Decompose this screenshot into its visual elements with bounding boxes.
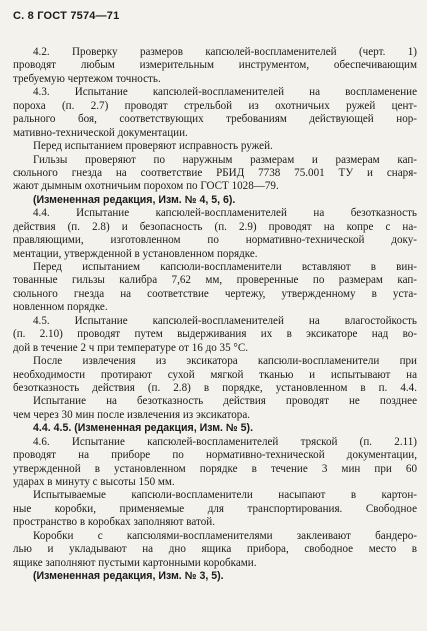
text-line: После извлечения из эксикатора капсюли-воспламенители при (33, 355, 417, 368)
text-line: проводят на приборе по нормативно-технической документации, (13, 449, 417, 462)
text-line: Перед испытанием капсюли-воспламенители вставляют в вин- (33, 261, 417, 273)
text-line: безотказность действия (п. 2.8) в порядке, установленном в п. 4.4. (13, 381, 417, 394)
text-line: жают дымным охотничьим порохом по ГОСТ 1028—79. (13, 180, 279, 193)
text-line: Испытание на безотказность действия проводят не позднее (33, 395, 417, 408)
text-line: дой в течение 2 ч при температуре от 16 до 35 °С. (13, 341, 249, 354)
text-line: Коробки с капсюлями-воспламенителями заклеивают бандеро- (33, 529, 417, 542)
text-line: необходимости протирают сухой мягкой тканью и испытывают на (13, 368, 417, 381)
text-line: ментации, утвержденной в установленном порядке. (13, 247, 258, 260)
text-line: Гильзы проверяют по наружным размерам и размерам кап- (33, 153, 417, 166)
text-line: 4.2. Проверку размеров капсюлей-воспламенителей (черт. 1) (33, 46, 417, 58)
text-line: пороха (п. 2.7) проводят стрельбой из охотничьих ружей цент- (13, 99, 417, 112)
text-line: чем через 30 мин после извлечения из эксикатора. (13, 408, 251, 421)
text-line: проводят любым измерительным инструментом, обеспечивающим (13, 59, 417, 72)
document-body (13, 46, 417, 584)
text-line: сюльного гнезда на соответствие чертежу, утвержденному в уста- (13, 287, 417, 300)
text-line: пространство в коробках заполняют ватой. (13, 516, 215, 529)
text-line: ящике заполняют пустыми картонными коробками. (13, 556, 257, 569)
text-line: мативно-технической документации. (13, 126, 188, 139)
text-line: утвержденной в установленном порядке в течение 3 мин при 60 (13, 462, 417, 475)
amendment-note: (Измененная редакция, Изм. № 4, 5, 6). (33, 193, 236, 206)
text-line: 4.5. Испытание капсюлей-воспламенителей на влагостойкость (33, 314, 417, 327)
text-line: ные коробки, применяемые для транспортирования. Свободное (13, 502, 417, 515)
text-line: тованные гильзы калибра 7,62 мм, проверенные по размерам кап- (13, 274, 417, 287)
amendment-note: (Измененная редакция, Изм. № 3, 5). (33, 570, 224, 583)
text-line: рального боя, соответствующих требованиям действующей нор- (13, 113, 417, 126)
text-line: лью и укладывают на дно ящика прибора, свободное место в (13, 543, 417, 556)
text-line: сюльного гнезда на соответствие РБИД 7738 75.001 ТУ и снаря- (13, 166, 417, 179)
text-line: новленном порядке. (13, 301, 108, 314)
text-line: 4.4. Испытание капсюлей-воспламенителей на безотказность (33, 207, 417, 220)
text-line: 4.3. Испытание капсюлей-воспламенителей на воспламенение (33, 86, 417, 99)
amendment-note: 4.4. 4.5. (Измененная редакция, Изм. № 5). (33, 422, 254, 435)
page-header: С. 8 ГОСТ 7574—71 (13, 10, 120, 22)
text-line: (п. 2.10) проводят путем выдерживания их в эксикаторе над во- (13, 328, 417, 341)
text-line: ударах в минуту с высоты 150 мм. (13, 476, 175, 488)
text-line: 4.6. Испытание капсюлей-воспламенителей тряской (п. 2.11) (33, 435, 417, 448)
text-line: действия (п. 2.8) и безопасность (п. 2.9) проводят на копре с на- (13, 220, 417, 233)
text-line: правляющими, изготовленном по нормативно-технической доку- (13, 234, 417, 247)
text-line: Перед испытанием проверяют исправность ружей. (33, 140, 273, 153)
text-line: Испытываемые капсюли-воспламенители насыпают в картон- (33, 489, 417, 502)
text-line: требуемую чертежом точность. (13, 72, 161, 85)
